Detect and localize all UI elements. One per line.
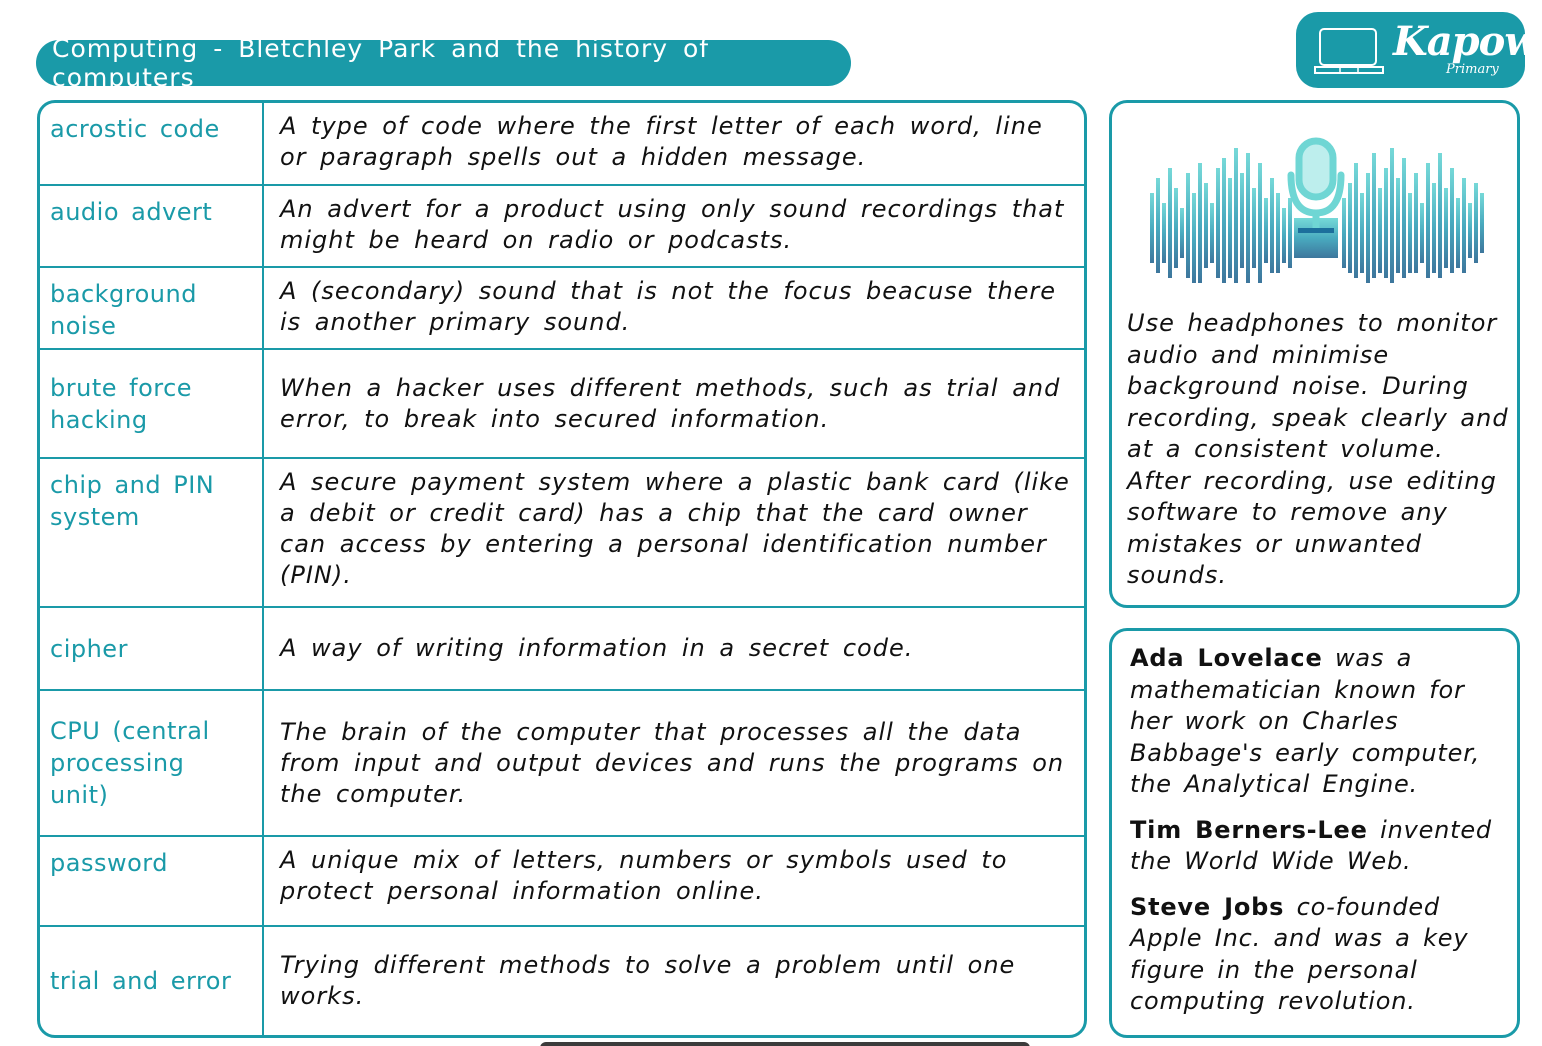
person-name: Tim Berners-Lee: [1130, 815, 1368, 844]
term: audio advert: [40, 185, 263, 267]
term: acrostic code: [40, 103, 263, 185]
person-steve-jobs: [1130, 892, 1503, 1018]
people-panel: [1109, 628, 1520, 1038]
term: trial and error: [40, 926, 263, 1035]
term: password: [40, 836, 263, 926]
term: brute force hacking: [40, 349, 263, 458]
table-row: [40, 926, 1084, 1035]
recording-tip-panel: [1109, 100, 1520, 608]
person-ada-lovelace: [1130, 643, 1503, 801]
table-row: [40, 103, 1084, 185]
kapow-logo: [1296, 12, 1538, 88]
definition: A unique mix of letters, numbers or symbols used to protect personal information online.: [263, 836, 1084, 926]
person-text: invented the World Wide Web.: [1130, 815, 1492, 875]
page-title: [36, 34, 851, 92]
definition: An advert for a product using only sound recordings that might be heard on radio or podcasts.: [263, 185, 1084, 267]
term: cipher: [40, 607, 263, 690]
table-row: [40, 836, 1084, 926]
table-row: [40, 267, 1084, 349]
term: chip and PIN system: [40, 458, 263, 607]
logo-brand: Kapow: [1393, 18, 1538, 65]
person-text: was a mathematician known for her work on Charles Babbage's early computer, the Analytical Engine.: [1130, 644, 1481, 798]
table-row: [40, 349, 1084, 458]
logo-sub: Primary: [1446, 62, 1499, 77]
page-title-text: Computing - Bletchley Park and the history of computers: [52, 34, 710, 92]
definition: A (secondary) sound that is not the focus beacuse there is another primary sound.: [263, 267, 1084, 349]
term: CPU (central processing unit): [40, 690, 263, 836]
definition: A type of code where the first letter of each word, line or paragraph spells out a hidden message.: [263, 103, 1084, 185]
person-tim-berners-lee: [1130, 815, 1503, 878]
table-row: [40, 458, 1084, 607]
definition: Trying different methods to solve a problem until one works.: [280, 951, 1016, 1010]
person-name: Ada Lovelace: [1130, 644, 1323, 672]
table-row: [40, 607, 1084, 690]
bottom-toolbar-edge: [540, 1042, 1030, 1046]
table-row: [40, 185, 1084, 267]
person-text: co-founded Apple Inc. and was a key figure in the personal computing revolution.: [1130, 892, 1469, 1015]
definition: A way of writing information in a secret code.: [263, 607, 1084, 690]
microphone-soundwave-icon: [1142, 133, 1494, 308]
vocabulary-table: [37, 100, 1087, 1038]
definition: The brain of the computer that processes all the data from input and output devices and runs the programs on the computer.: [263, 690, 1084, 836]
table-row: [40, 690, 1084, 836]
laptop-icon: [1314, 27, 1384, 75]
term: background noise: [40, 267, 263, 349]
tip-text: Use headphones to monitor audio and minimise background noise. During recording, speak clearly and at a consistent volume. After recording, use editing software to remove any mistakes or unwanted sounds.: [1127, 309, 1509, 589]
person-name: Steve Jobs: [1130, 892, 1285, 921]
definition: When a hacker uses different methods, such as trial and error, to break into secured information.: [263, 349, 1084, 458]
definition: A secure payment system where a plastic bank card (like a debit or credit card) has a chip that the card owner can access by entering a personal identification number (PIN).: [263, 458, 1084, 607]
